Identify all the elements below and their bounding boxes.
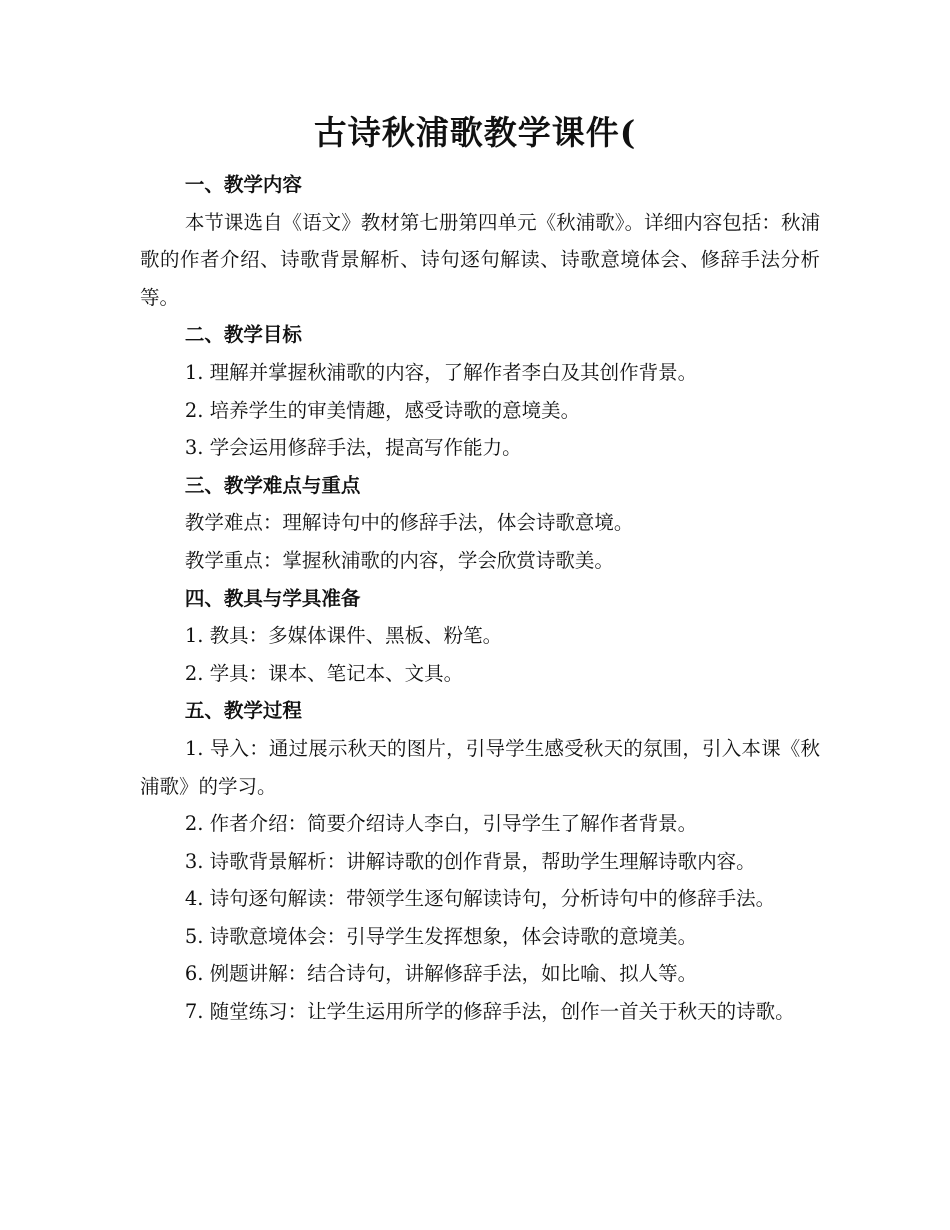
section-heading: 一、教学内容 (184, 173, 302, 196)
document-title: 古诗秋浦歌教学课件( (313, 113, 637, 152)
list-item: 2. 培养学生的审美情趣，感受诗歌的意境美。 (184, 398, 581, 422)
list-item: 1. 导入：通过展示秋天的图片，引导学生感受秋天的氛围，引入本课《秋浦歌》的学习。 (140, 736, 820, 798)
list-item: 4. 诗句逐句解读：带领学生逐句解读诗句，分析诗句中的修辞手法。 (184, 887, 776, 911)
section-heading: 三、教学难点与重点 (184, 473, 361, 497)
list-item: 1. 理解并掌握秋浦歌的内容，了解作者李白及其创作背景。 (184, 360, 698, 384)
list-item: 3. 诗歌背景解析：讲解诗歌的创作背景，帮助学生理解诗歌内容。 (184, 849, 756, 873)
section-heading: 五、教学过程 (184, 699, 302, 723)
paragraph: 本节课选自《语文》教材第七册第四单元《秋浦歌》。详细内容包括：秋浦歌的作者介绍、诗歌背景解析、诗句逐句解读、诗歌意境体会、修辞手法分析等。 (140, 210, 820, 309)
list-item: 3. 学会运用修辞手法，提高写作能力。 (184, 436, 522, 460)
list-item: 5. 诗歌意境体会：引导学生发挥想象，体会诗歌的意境美。 (184, 924, 698, 948)
paragraph: 教学重点：掌握秋浦歌的内容，学会欣赏诗歌美。 (184, 548, 614, 572)
section-heading: 四、教具与学具准备 (184, 586, 361, 610)
list-item: 7. 随堂练习：让学生运用所学的修辞手法，创作一首关于秋天的诗歌。 (184, 1000, 795, 1024)
paragraph: 教学难点：理解诗句中的修辞手法，体会诗歌意境。 (184, 511, 634, 535)
document-body (140, 166, 820, 1031)
section-heading: 二、教学目标 (184, 323, 302, 347)
list-item: 1. 教具：多媒体课件、黑板、粉笔。 (184, 624, 503, 648)
list-item: 2. 作者介绍：简要介绍诗人李白，引导学生了解作者背景。 (184, 812, 698, 836)
list-item: 2. 学具：课本、笔记本、文具。 (184, 661, 464, 685)
list-item: 6. 例题讲解：结合诗句，讲解修辞手法，如比喻、拟人等。 (184, 962, 698, 986)
